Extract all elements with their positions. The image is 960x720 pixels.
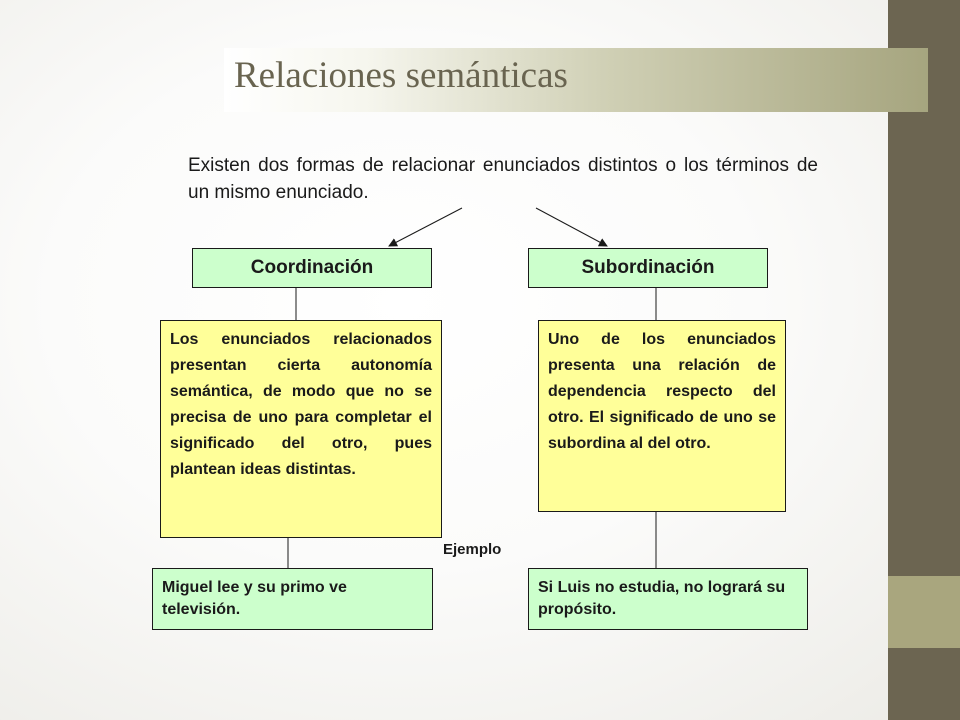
subordinacion-example: Si Luis no estudia, no logrará su propósito. — [528, 568, 808, 630]
subordinacion-box: Subordinación — [528, 248, 768, 288]
slide-title: Relaciones semánticas — [234, 55, 568, 96]
arrow-to-subordinacion — [536, 208, 607, 246]
arrow-to-coordinacion — [389, 208, 462, 246]
coordinacion-definition: Los enunciados relacionados presentan cierta autonomía semántica, de modo que no se precisa de uno para completar el significado del otro, pues plantean ideas distintas. — [160, 320, 442, 538]
subordinacion-definition: Uno de los enunciados presenta una relación de dependencia respecto del otro. El significado de uno se subordina al del otro. — [538, 320, 786, 512]
intro-text: Existen dos formas de relacionar enunciados distintos o los términos de un mismo enunciado. — [188, 155, 818, 203]
coordinacion-box: Coordinación — [192, 248, 432, 288]
example-label: Ejemplo — [443, 541, 502, 558]
coordinacion-example: Miguel lee y su primo ve televisión. — [152, 568, 433, 630]
